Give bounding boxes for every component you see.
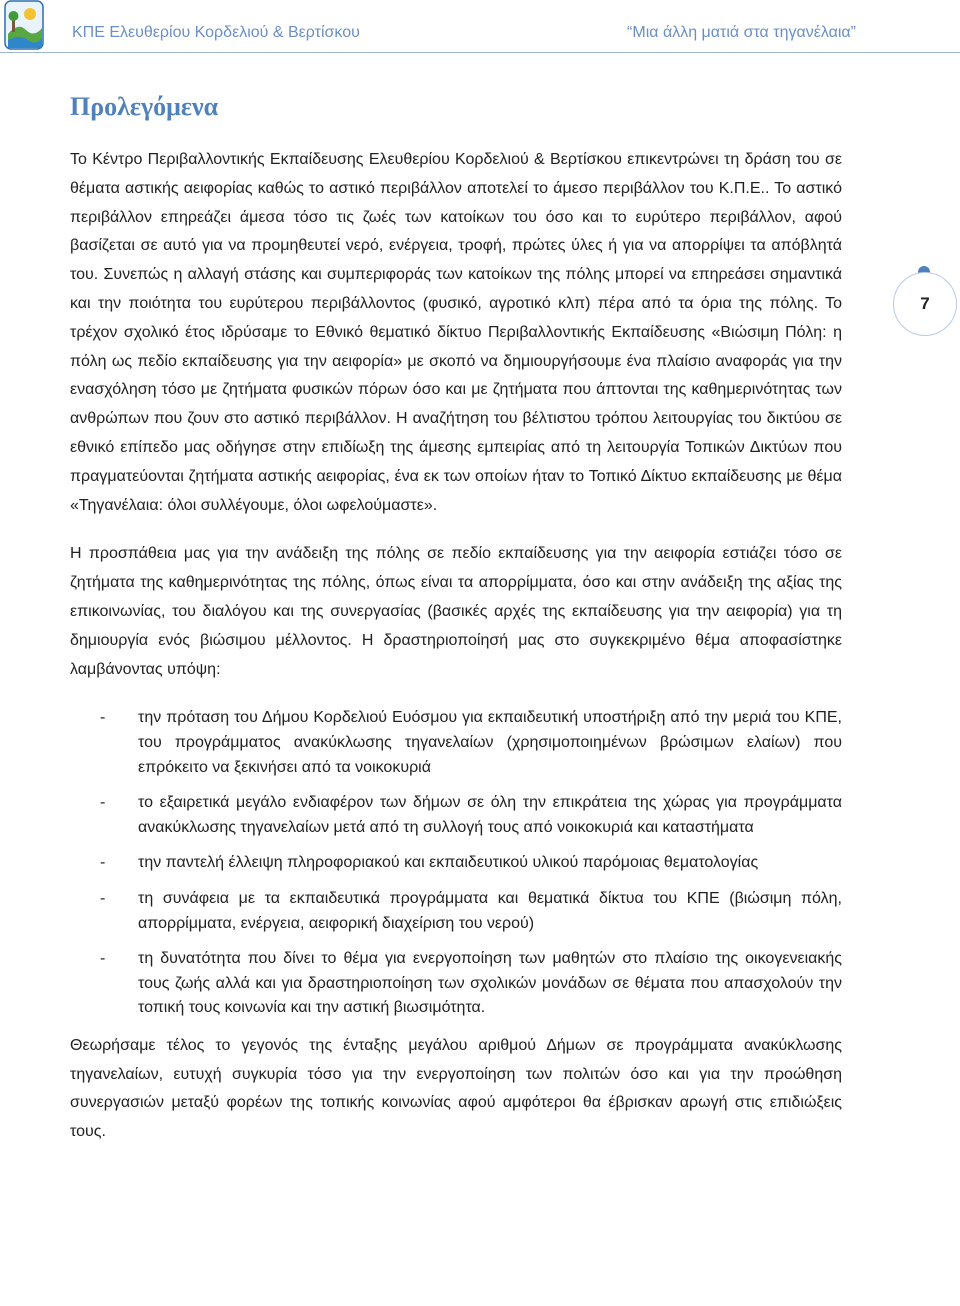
dash-bullet-icon: - <box>100 950 106 968</box>
list-item <box>70 791 842 840</box>
paragraph-closing: Θεωρήσαμε τέλος το γεγονός της ένταξης μεγάλου αριθμού Δήμων σε προγράμματα ανακύκλωσης τηγανελαίων, ευτυχή συγκυρία τόσο για την ενεργοποίηση των πολιτών όσο και για την προώθηση συνεργασιών μεταξύ φορέων της τοπικής κοινωνίας αφού αμφότεροι θα έβρισκαν αρωγή στις επιδιώξεις τους. <box>70 1036 842 1141</box>
dash-bullet-icon: - <box>100 794 106 812</box>
paragraph-intro: Το Κέντρο Περιβαλλοντικής Εκπαίδευσης Ελευθερίου Κορδελιού & Βερτίσκου επικεντρώνει τη δράση του σε θέματα αστικής αειφορίας καθώς το αστικό περιβάλλον αποτελεί το άμεσο περιβάλλον του Κ.Π.Ε.. Το αστικό περιβάλλον επηρεάζει άμεσα τόσο τις ζωές των κατοίκων του όσο και το ευρύτερο περιβάλλον, αφού βασίζεται σε αυτό για να προμηθευτεί νερό, ενέργεια, τροφή, πρώτες ύλες ή για να απορρίψει τα απόβλητά του. Συνεπώς η αλλαγή στάσης και συμπεριφοράς των κατοίκων της πόλης μπορεί να επηρεάσει σημαντικά και την ποιότητα του ευρύτερου περιβάλλοντος (φυσικό, αγροτικό κλπ) πέρα από τα όρια της πόλης. Το τρέχον σχολικό έτος ιδρύσαμε το Εθνικό θεματικό δίκτυο Περιβαλλοντικής Εκπαίδευσης «Βιώσιμη Πόλη: η πόλη ως πεδίο εκπαίδευσης για την αειφορία» με σκοπό να δημιουργήσουμε ένα πλαίσιο αναφοράς για την ενασχόληση τόσο με ζητήματα φυσικών πόρων όσο και με ζητήματα που άπτονται της καθημερινότητας των ανθρώπων που ζουν στο αστικό περιβάλλον. Η αναζήτηση του βέλτιστου τρόπου λειτουργίας του δικτύου σε εθνικό επίπεδο μας οδήγησε στην επιδίωξη της άμεσης εμπειρίας από τη λειτουργία Τοπικών Δικτύων που πραγματεύονται ζητήματα αστικής αειφορίας, ένα εκ των οποίων ήταν το Τοπικό Δίκτυο εκπαίδευσης με θέμα «Τηγανέλαια: όλοι συλλέγουμε, όλοι ωφελούμαστε». <box>70 151 842 514</box>
dash-bullet-icon: - <box>100 889 106 907</box>
main-content <box>70 90 842 1147</box>
dash-bullet-icon: - <box>100 709 106 727</box>
header-center-name: ΚΠΕ Ελευθερίου Κορδελιού & Βερτίσκου <box>72 24 360 41</box>
chapter-title: Προλεγόμενα <box>70 92 219 121</box>
list-item-text: την πρόταση του Δήμου Κορδελιού Ευόσμου για εκπαιδευτική υποστήριξη από την μεριά του ΚΠΕ, του προγράμματος ανακύκλωσης τηγανελαίων (χρησιμοποιημένων βρώσιμων ελαίων) που επρόκειτο να ξεκινήσει από τα νοικοκυριά <box>138 709 842 776</box>
kpe-logo-icon <box>4 0 44 50</box>
list-item-text: το εξαιρετικά μεγάλο ενδιαφέρον των δήμων σε όλη την επικράτεια της χώρας για προγράμματα ανακύκλωσης τηγανελαίων μετά από τη συλλογή τους από νοικοκυριά και καταστήματα <box>138 794 842 836</box>
page-header <box>0 0 960 53</box>
list-item-text: την παντελή έλλειψη πληροφοριακού και εκπαιδευτικού υλικού παρόμοιας θεματολογίας <box>138 854 759 872</box>
paragraph-focus: Η προσπάθεια μας για την ανάδειξη της πόλης σε πεδίο εκπαίδευσης για την αειφορία εστιάζει τόσο σε ζητήματα της καθημερινότητας της πόλης, όπως είναι τα απορρίμματα, όσο και στην ανάδειξη της αξίας της επικοινωνίας, του διαλόγου και της συνεργασίας (βασικές αρχές της εκπαίδευσης για την αειφορία) για τη δημιουργία ενός βιώσιμου μέλλοντος. Η δραστηριοποίησή μας στο συγκεκριμένο θέμα αποφασίστηκε λαμβάνοντας υπόψη: <box>70 545 842 678</box>
page-number: 7 <box>893 272 957 336</box>
list-item <box>70 887 842 936</box>
list-item <box>70 947 842 1021</box>
considerations-list <box>70 706 842 1021</box>
list-item-text: τη δυνατότητα που δίνει το θέμα για ενεργοποίηση των μαθητών στο πλαίσιο της οικογενειακής τους ζωής αλλά και για δραστηριοποίηση των σχολικών μονάδων σε θέματα που απασχολούν την τοπική τους κοινωνία και την αστική βιωσιμότητα. <box>138 950 842 1017</box>
list-item <box>70 851 842 876</box>
list-item-text: τη συνάφεια με τα εκπαιδευτικά προγράμματα και θεματικά δίκτυα του ΚΠΕ (βιώσιμη πόλη, απορρίμματα, ενέργεια, αειφορική διαχείριση του νερού) <box>138 889 842 932</box>
header-publication-title: “Μια άλλη ματιά στα τηγανέλαια” <box>627 24 856 41</box>
list-item <box>70 706 842 780</box>
dash-bullet-icon: - <box>100 854 106 872</box>
